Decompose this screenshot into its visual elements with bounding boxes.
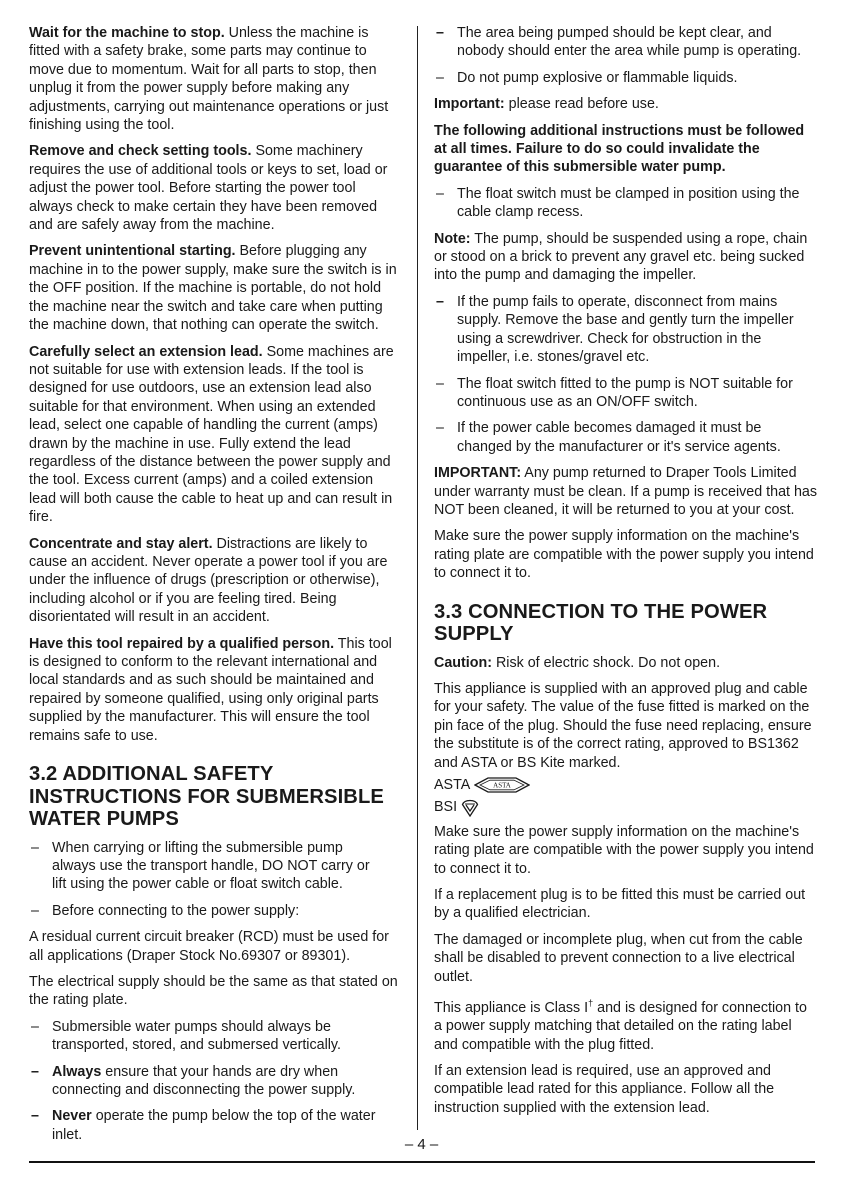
paragraph-remove-setting-tools <box>29 142 401 234</box>
paragraph-extension-lead-approved: If an extension lead is required, use an approved and compatible lead rated for this appliance. Follow all the instruction supplied with the extension lead. <box>434 1063 775 1116</box>
bullet-no-flammable: – Do not pump explosive or flammable liquids. <box>434 69 818 87</box>
paragraph-heading: Carefully select an extension lead. <box>29 343 263 360</box>
paragraph-warning: The following additional instructions must be followed at all times. Failure to do so could invalidate the guarantee of this submersible water pump. <box>434 122 805 176</box>
paragraph-rcd: A residual current circuit breaker (RCD) must be used for all applications (Draper Stock No.69307 or 89301). <box>29 929 389 964</box>
bullet-body: operate the pump below the top of the water inlet. <box>52 1108 376 1143</box>
paragraph-heading: Have this tool repaired by a qualified person. <box>29 635 335 652</box>
paragraph-body: Unless the machine is fitted with a safety brake, some parts may continue to move due to momentum. Wait for all parts to stop, then unplug it from the power supply before making any adjustments, carrying out maintenance operations or just finishing using the tool. <box>29 25 389 134</box>
paragraph-electrical-supply: The electrical supply should be the same as that stated on the rating plate. <box>29 973 398 1009</box>
bullet-before-connecting: – Before connecting to the power supply: <box>29 902 401 920</box>
bsi-mark-row <box>434 798 818 816</box>
bullet-always-dry-hands <box>29 1063 401 1100</box>
left-column <box>29 24 401 1152</box>
footer-rule <box>29 1161 815 1163</box>
section-heading-3-3: 3.3 CONNECTION TO THE POWER SUPPLY <box>434 600 768 646</box>
class-text: This appliance is Class I <box>434 999 589 1016</box>
bullet-float-switch-clamp: – The float switch must be clamped in position using the cable clamp recess. <box>434 185 818 222</box>
paragraph-body: Before plugging any machine in to the power supply, make sure the switch is in the OFF position. If the machine is portable, do not hold the machine near the switch and take care when putting the machine down, that nothing can operate the switch. <box>29 243 397 334</box>
asta-logo-text: ASTA <box>493 781 512 790</box>
paragraph-body: Distractions are likely to cause an accident. Never operate a power tool if you are under the influence of drugs (prescription or otherwise), including alcohol or if you are feeling tired. Being disorientated will result in an accident. <box>29 535 388 626</box>
paragraph-heading: Concentrate and stay alert. <box>29 535 213 552</box>
bullet-body: ensure that your hands are dry when connecting and disconnecting the power supply. <box>52 1063 356 1098</box>
paragraph-important-returns <box>434 464 818 519</box>
paragraph-extension-lead <box>29 343 401 527</box>
paragraph-concentrate <box>29 535 401 627</box>
bullet-float-switch-not-suitable: – The float switch fitted to the pump is NOT suitable for continuous use as an ON/OFF switch. <box>434 375 818 412</box>
class-superscript: † <box>588 998 594 1009</box>
paragraph-body: This tool is designed to conform to the relevant international and local standards and as such should be maintained and repaired by someone qualified, using only original parts supplied by the manufacturer. This will ensure the tool remains safe to use. <box>29 635 392 744</box>
bullet-transport-handle: – When carrying or lifting the submersible pump always use the transport handle, DO NOT carry or lift using the power cable or float switch cable. <box>29 839 401 894</box>
paragraph-heading: Wait for the machine to stop. <box>29 25 225 41</box>
bullet-vertical: – Submersible water pumps should always be transported, stored, and submersed vertically. <box>29 1018 401 1055</box>
asta-label: ASTA <box>434 777 471 793</box>
note-body: The pump, should be suspended using a rope, chain or stood on a brick to prevent any gravel etc. being sucked into the pump and damaging the impeller. <box>434 230 808 284</box>
paragraph-heading: Prevent unintentional starting. <box>29 243 236 260</box>
right-column <box>434 24 818 1125</box>
important-body: please read before use. <box>504 96 659 113</box>
paragraph-rating-plate: Make sure the power supply information on the machine's rating plate are compatible with the power supply you intend to connect it to. <box>434 528 814 582</box>
asta-logo-icon <box>474 777 530 793</box>
paragraph-rating-plate-2: Make sure the power supply information on the machine's rating plate are compatible with the power supply you intend to connect it to. <box>434 823 814 877</box>
paragraph-approved-plug: This appliance is supplied with an approved plug and cable for your safety. The value of the fuse fitted is marked on the pin face of the plug. Should the fuse need replacing, ensure the substitute is of the correct rating, approved to BS1362 and ASTA or BS Kite marked. <box>434 680 812 771</box>
asta-mark-row <box>434 776 818 794</box>
paragraph-prevent-starting <box>29 242 401 334</box>
caution-label: Caution: <box>434 654 492 671</box>
paragraph-class-one <box>434 994 818 1054</box>
paragraph-replacement-plug: If a replacement plug is to be fitted this must be carried out by a qualified electrician. <box>434 887 806 922</box>
paragraph-body: Some machinery requires the use of additional tools or keys to set, load or adjust the power tool. Before starting the power tool always check to make certain they have been removed and are safely away from the machine. <box>29 143 388 234</box>
bsi-label: BSI <box>434 799 458 816</box>
important-body: Any pump returned to Draper Tools Limited under warranty must be clean. If a pump is received that has NOT been cleaned, it will be returned to you at your cost. <box>434 465 818 518</box>
paragraph-qualified-repair <box>29 635 401 745</box>
paragraph-body: Some machines are not suitable for use with extension leads. If the tool is designed for use outdoors, use an extension lead also suitable for that environment. When using an extended lead, select one capable of handling the current (amps) drawn by the machine in use. Fully extend the lead regardless of the distance between the power supply and the tool. Excess current (amps) and a coiled extension lead will both cause the cable to heat up and can result in fire. <box>29 343 394 526</box>
bullet-area-clear: – The area being pumped should be kept clear, and nobody should enter the area while pump is operating. <box>434 24 818 61</box>
bullet-emphasis: Always <box>52 1063 102 1080</box>
bullet-pump-fails: – If the pump fails to operate, disconnect from mains supply. Remove the base and gently turn the impeller using a screwdriver. Check for obstruction in the impeller, i.e. stones/gravel etc. <box>434 293 818 367</box>
paragraph-caution <box>434 654 818 672</box>
important-label: IMPORTANT: <box>434 465 522 482</box>
important-label: Important: <box>434 96 505 113</box>
paragraph-heading: Remove and check setting tools. <box>29 143 252 160</box>
paragraph-note <box>434 230 818 285</box>
bsi-kitemark-icon <box>461 799 479 817</box>
column-divider <box>417 26 418 1130</box>
caution-body: Risk of electric shock. Do not open. <box>491 654 721 671</box>
page-number: – 4 – <box>404 1136 439 1153</box>
note-label: Note: <box>434 230 471 247</box>
bullet-emphasis: Never <box>52 1108 92 1125</box>
paragraph-wait-machine-stop <box>29 24 401 134</box>
section-heading-3-2: 3.2 ADDITIONAL SAFETY INSTRUCTIONS FOR SUBMERSIBLE WATER PUMPS <box>29 763 384 831</box>
bullet-power-cable-damaged: – If the power cable becomes damaged it must be changed by the manufacturer or it's service agents. <box>434 419 818 456</box>
paragraph-important <box>434 95 818 113</box>
class-text-rest: and is designed for connection to a power supply matching that detailed on the rating label and compatible with the plug fitted. <box>434 999 807 1053</box>
paragraph-damaged-plug: The damaged or incomplete plug, when cut from the cable shall be disabled to prevent connection to a live electrical outlet. <box>434 931 803 985</box>
